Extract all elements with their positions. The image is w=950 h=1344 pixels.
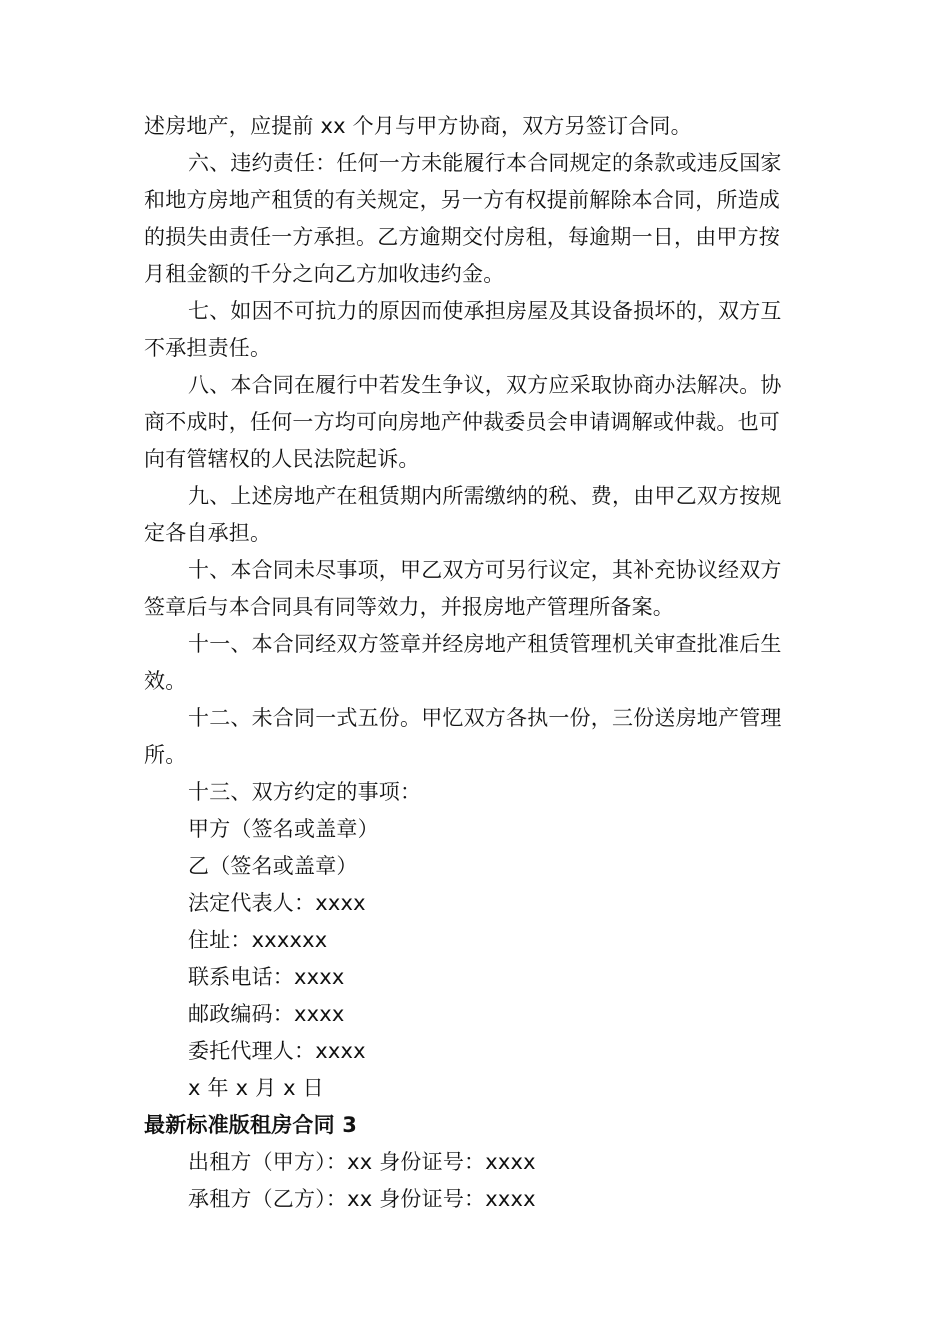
document-line: 商不成时，任何一方均可向房地产仲裁委员会申请调解或仲裁。也可	[144, 410, 780, 434]
document-line: 住址：xxxxxx	[188, 928, 328, 952]
document-line: 八、本合同在履行中若发生争议，双方应采取协商办法解决。协	[188, 373, 782, 397]
document-line: 十、本合同未尽事项，甲乙双方可另行议定，其补充协议经双方	[188, 558, 782, 582]
document-line: 乙（签名或盖章）	[188, 854, 358, 878]
document-body	[144, 108, 808, 1218]
document-line: 十二、未合同一式五份。甲忆双方各执一份，三份送房地产管理	[188, 706, 782, 730]
document-line: 述房地产，应提前 xx 个月与甲方协商，双方另签订合同。	[144, 114, 692, 138]
document-line: 出租方（甲方）：xx 身份证号：xxxx	[188, 1150, 536, 1174]
document-line: 月租金额的千分之向乙方加收违约金。	[144, 262, 505, 286]
document-line: 十一、本合同经双方签章并经房地产租赁管理机关审查批准后生	[188, 632, 782, 656]
document-line: 向有管辖权的人民法院起诉。	[144, 447, 420, 471]
document-line: 法定代表人：xxxx	[188, 891, 366, 915]
document-line: 效。	[144, 669, 187, 693]
document-line: 六、违约责任：任何一方未能履行本合同规定的条款或违反国家	[188, 151, 782, 175]
document-line: x 年 x 月 x 日	[188, 1076, 324, 1100]
section-heading: 最新标准版租房合同 3	[144, 1113, 358, 1137]
document-line: 委托代理人：xxxx	[188, 1039, 366, 1063]
document-line: 承租方（乙方）：xx 身份证号：xxxx	[188, 1187, 536, 1211]
document-line: 七、如因不可抗力的原因而使承担房屋及其设备损坏的，双方互	[188, 299, 782, 323]
document-line: 九、上述房地产在租赁期内所需缴纳的税、费，由甲乙双方按规	[188, 484, 782, 508]
document-line: 十三、双方约定的事项：	[188, 780, 422, 804]
document-line: 和地方房地产租赁的有关规定，另一方有权提前解除本合同，所造成	[144, 188, 780, 212]
document-line: 签章后与本合同具有同等效力，并报房地产管理所备案。	[144, 595, 674, 619]
document-line: 的损失由责任一方承担。乙方逾期交付房租，每逾期一日，由甲方按	[144, 225, 780, 249]
document-line: 甲方（签名或盖章）	[188, 817, 379, 841]
document-line: 所。	[144, 743, 187, 767]
document-line: 不承担责任。	[144, 336, 272, 360]
document-line: 邮政编码：xxxx	[188, 1002, 345, 1026]
document-line: 联系电话：xxxx	[188, 965, 345, 989]
document-line: 定各自承担。	[144, 521, 272, 545]
